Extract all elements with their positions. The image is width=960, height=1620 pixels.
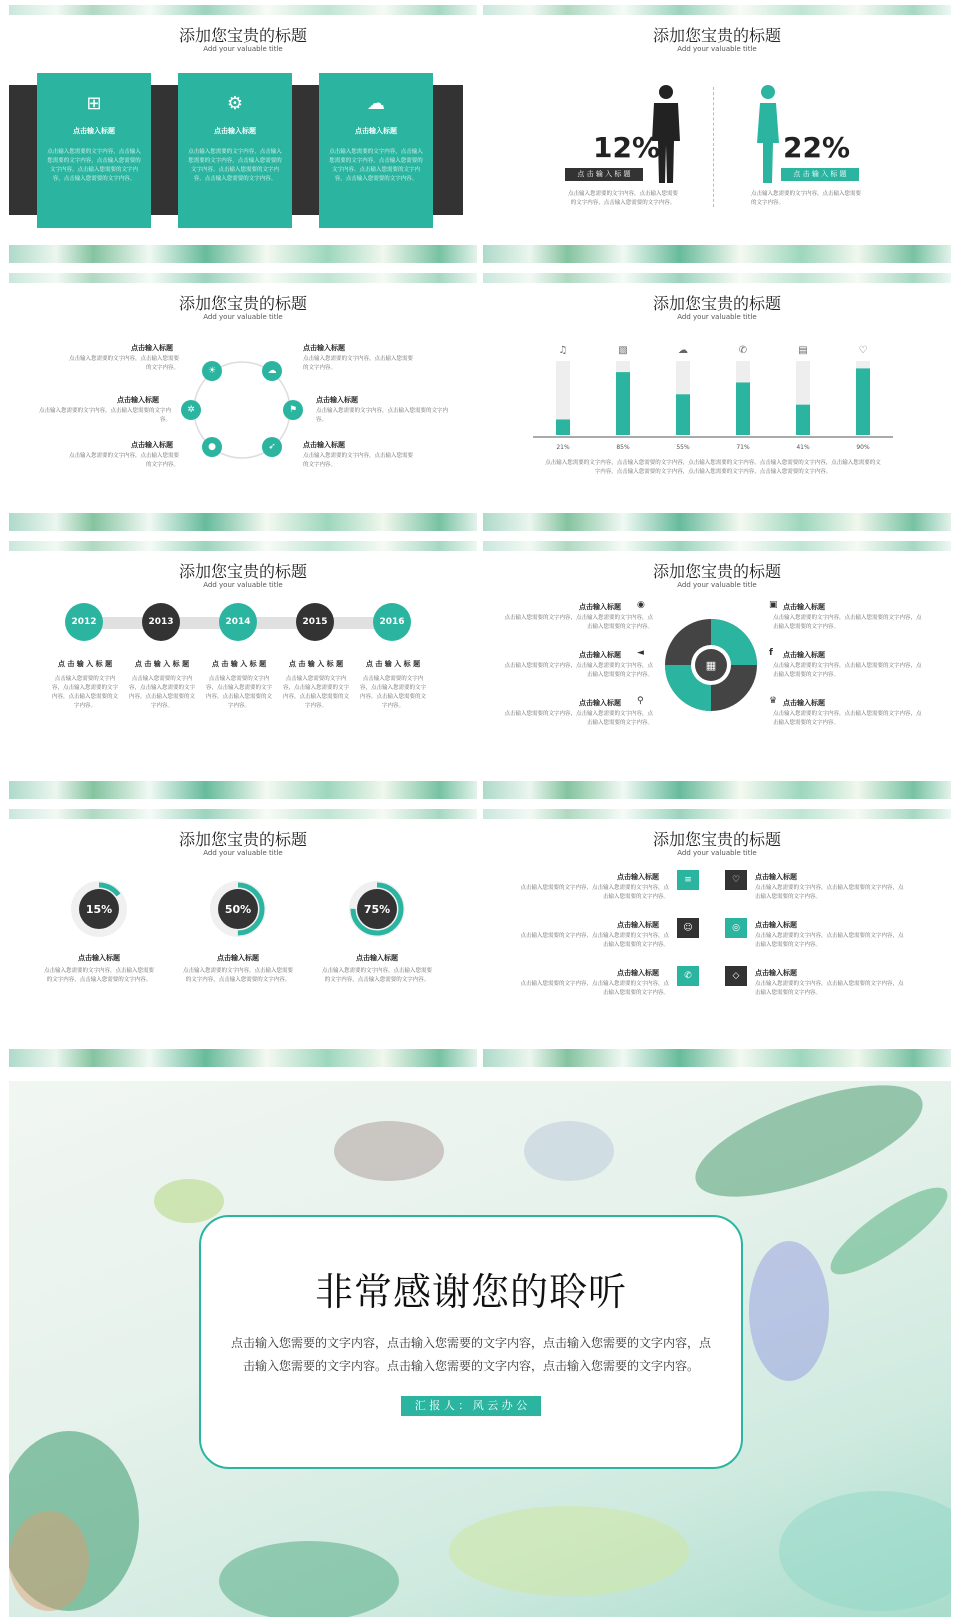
- male-percent: 12%: [593, 131, 661, 164]
- slide-7: [9, 809, 477, 1067]
- item-body: 点击输入您需要的文字内容，点击输入您需要的文字内容，点击输入您需要的文字内容。: [520, 933, 669, 948]
- ring-label: 50%: [224, 903, 252, 916]
- slide-subtitle: Add your valuable title: [677, 581, 757, 589]
- timeline-item: [205, 659, 273, 711]
- slide-title: 添加您宝贵的标题: [652, 830, 781, 849]
- wheel-diagram: [663, 617, 759, 713]
- card-heading: 点击输入标题: [214, 127, 256, 135]
- item-body: 点击输入您需要的文字内容，点击输入您需要的文字内容，点击输入您需要的文字内容。: [520, 981, 669, 996]
- item-heading: 点击输入标题: [579, 699, 621, 707]
- bar: [676, 394, 690, 435]
- item-heading: 点击输入标题: [117, 396, 159, 404]
- female-label: 点 击 输 入 标 题: [781, 168, 859, 181]
- eye-icon: ◎: [725, 918, 747, 938]
- card-heading: 点击输入标题: [73, 127, 115, 135]
- slide-subtitle: Add your valuable title: [677, 45, 757, 53]
- item-body: 点击输入您需要的文字内容，点击输入您需要的文字内容。: [303, 453, 414, 468]
- bar-chart: [533, 335, 893, 455]
- slide-title: 添加您宝贵的标题: [652, 562, 781, 581]
- card-body: 点击输入您需要的文字内容，点击输入您需要的文字内容，点击输入您需要的文字内容。点击输入您需要的文字内容，点击输入您需要的文字内容。: [188, 149, 282, 182]
- item-heading: 点击输入标题: [316, 396, 358, 404]
- item-body: 点击输入您需要的文字内容，点击输入您需要的文字内容，点击输入您需要的文字内容。: [755, 933, 904, 948]
- network-icon: ✲: [181, 400, 201, 420]
- bar-value-label: 21%: [556, 444, 570, 451]
- leaf-decoration: [483, 781, 951, 799]
- leaf-decoration: [9, 245, 477, 263]
- card-2: [178, 73, 292, 228]
- item-body: 点击输入您需要的文字内容，点击输入您需要的文字内容。: [303, 356, 414, 371]
- item-body: 点击输入您需要的文字内容，点击输入您需要的文字内容，点击输入您需要的文字内容。: [504, 663, 653, 678]
- item-heading: 点击输入标题: [755, 873, 797, 881]
- slide-3: [9, 273, 477, 531]
- card-3: [319, 73, 433, 228]
- leaf-decoration: [483, 541, 951, 551]
- facebook-icon: f: [769, 648, 773, 658]
- female-percent: 22%: [783, 131, 851, 164]
- year-circle: [142, 603, 180, 641]
- slide-title: 添加您宝贵的标题: [178, 26, 307, 45]
- leaf-decoration: [9, 1049, 477, 1067]
- card-1: [37, 73, 151, 228]
- slide-title: 添加您宝贵的标题: [178, 562, 307, 581]
- year-circle: [65, 603, 103, 641]
- progress-ring: [69, 879, 129, 939]
- body-line-1: 点击输入您需要的文字内容，点击输入您需要的文字内容，点击输入您需要的文字内容，点: [230, 1336, 711, 1350]
- music-icon: ♫: [558, 345, 568, 356]
- year-circle: [219, 603, 257, 641]
- svg-text:▦: ▦: [705, 659, 717, 672]
- item-heading: 点 击 输 入 标 题: [57, 660, 113, 668]
- bar-value-label: 55%: [676, 444, 690, 451]
- item-heading: 点 击 输 入 标 题: [365, 660, 421, 668]
- slide-subtitle: Add your valuable title: [677, 849, 757, 857]
- card-body: 点击输入您需要的文字内容，点击输入您需要的文字内容，点击输入您需要的文字内容。点击输入您需要的文字内容，点击输入您需要的文字内容。: [329, 149, 423, 182]
- item-body: 点击输入您需要的文字内容，点击输入您需要的文字内容，点击输入您需要的文字内容。: [205, 676, 272, 709]
- item-heading: 点 击 输 入 标 题: [211, 660, 267, 668]
- thank-you-title: 非常感谢您的聆听: [314, 1270, 627, 1314]
- location-icon: ●: [202, 437, 222, 457]
- year-circle: [296, 603, 334, 641]
- bar: [556, 419, 570, 435]
- ring-body: 点击输入您需要的文字内容，点击输入您需要的文字内容，点击输入您需要的文字内容。: [44, 968, 155, 983]
- image-icon: ▧: [618, 345, 628, 356]
- female-body: 点击输入您需要的文字内容，点击输入您需要的文字内容。: [751, 191, 862, 206]
- content-card: [199, 1215, 743, 1469]
- item-body: 点击输入您需要的文字内容，点击输入您需要的文字内容，点击输入您需要的文字内容。: [755, 981, 904, 996]
- slide-title: 添加您宝贵的标题: [178, 830, 307, 849]
- item-body: 点击输入您需要的文字内容，点击输入您需要的文字内容。: [69, 453, 180, 468]
- trophy-icon: ♛: [769, 696, 778, 706]
- item-heading: 点击输入标题: [617, 921, 659, 929]
- item-body: 点击输入您需要的文字内容，点击输入您需要的文字内容，点击输入您需要的文字内容。: [282, 676, 349, 709]
- item-body: 点击输入您需要的文字内容，点击输入您需要的文字内容，点击输入您需要的文字内容。: [359, 676, 426, 709]
- slide-2: [483, 5, 951, 263]
- phone-icon: ✆: [677, 966, 699, 986]
- camera-icon: ▣: [769, 600, 778, 610]
- leaf-decoration: [9, 781, 477, 799]
- bag-icon: ▤: [798, 345, 808, 356]
- users-icon: ☺: [677, 918, 699, 938]
- ring-label: 15%: [85, 903, 113, 916]
- slide-1: [9, 5, 477, 263]
- year-label: 2014: [225, 617, 251, 627]
- item-body: 点击输入您需要的文字内容，点击输入您需要的文字内容，点击输入您需要的文字内容。: [520, 885, 669, 900]
- year-label: 2015: [302, 617, 328, 627]
- rocket-icon: ➶: [262, 437, 282, 457]
- ring-heading: 点击输入标题: [78, 954, 120, 962]
- sitemap-icon: ⊞: [86, 93, 102, 114]
- item-body: 点击输入您需要的文字内容，点击输入您需要的文字内容。: [316, 408, 449, 423]
- slide-title: 添加您宝贵的标题: [652, 26, 781, 45]
- flag-icon: ⚑: [283, 400, 303, 420]
- slide-title: 添加您宝贵的标题: [178, 294, 307, 313]
- item-body: 点击输入您需要的文字内容，点击输入您需要的文字内容，点击输入您需要的文字内容。: [773, 663, 922, 678]
- card-heading: 点击输入标题: [355, 127, 397, 135]
- reporter-badge: 汇 报 人 ： 风 云 办 公: [401, 1396, 541, 1416]
- thank-you-slide: [9, 1081, 951, 1617]
- ring-body: 点击输入您需要的文字内容，点击输入您需要的文字内容，点击输入您需要的文字内容。: [322, 968, 433, 983]
- phone-icon: ✆: [738, 345, 748, 356]
- cloud-icon: ☁: [262, 361, 282, 381]
- item-body: 点击输入您需要的文字内容，点击输入您需要的文字内容，点击输入您需要的文字内容。: [504, 615, 653, 630]
- female-silhouette-icon: [753, 83, 783, 187]
- diamond-icon: ◇: [725, 966, 747, 986]
- body-line-2: 击输入您需要的文字内容。点击输入您需要的文字内容，点击输入您需要的文字内容。: [242, 1359, 699, 1373]
- bar-value-label: 85%: [616, 444, 630, 451]
- item-heading: 点击输入标题: [579, 603, 621, 611]
- item-heading: 点击输入标题: [579, 651, 621, 659]
- bar-value-label: 71%: [736, 444, 750, 451]
- leaf-decoration: [483, 1049, 951, 1067]
- megaphone-icon: ◄: [637, 648, 644, 658]
- item-heading: 点击输入标题: [303, 344, 345, 352]
- bar: [616, 372, 630, 435]
- bar-value-label: 41%: [796, 444, 810, 451]
- timeline-item: [128, 659, 196, 711]
- item-heading: 点击输入标题: [131, 441, 173, 449]
- item-heading: 点击输入标题: [783, 603, 825, 611]
- item-body: 点击输入您需要的文字内容，点击输入您需要的文字内容，点击输入您需要的文字内容。: [755, 885, 904, 900]
- ring-body: 点击输入您需要的文字内容，点击输入您需要的文字内容，点击输入您需要的文字内容。: [183, 968, 294, 983]
- leaf-decoration: [483, 273, 951, 283]
- slide-subtitle: Add your valuable title: [203, 313, 283, 321]
- timeline-item: [282, 659, 350, 711]
- bar: [856, 368, 870, 435]
- year-label: 2016: [379, 617, 405, 627]
- lightbulb-icon: ☀: [202, 361, 222, 381]
- slide-subtitle: Add your valuable title: [203, 45, 283, 53]
- leaf-decoration: [9, 273, 477, 283]
- leaf-decoration: [9, 5, 477, 15]
- cloud-upload-icon: ☁: [367, 93, 385, 114]
- ring-heading: 点击输入标题: [356, 954, 398, 962]
- heart-icon: ♡: [858, 345, 868, 356]
- leaf-decoration: [9, 513, 477, 531]
- year-circle: [373, 603, 411, 641]
- progress-ring: [208, 879, 268, 939]
- item-heading: 点 击 输 入 标 题: [134, 660, 190, 668]
- timeline-item: [51, 659, 119, 711]
- item-body: 点击输入您需要的文字内容，点击输入您需要的文字内容。: [69, 356, 180, 371]
- globe-icon: ◉: [637, 600, 645, 610]
- leaf-decoration: [483, 513, 951, 531]
- item-heading: 点击输入标题: [783, 651, 825, 659]
- slide-5: [9, 541, 477, 799]
- leaf-decoration: [483, 245, 951, 263]
- male-body: 点击输入您需要的文字内容，点击输入您需要的文字内容，点击输入您需要的文字内容。: [568, 191, 679, 206]
- item-heading: 点击输入标题: [617, 873, 659, 881]
- male-label: 点 击 输 入 标 题: [565, 168, 643, 181]
- slide-subtitle: Add your valuable title: [677, 313, 757, 321]
- chat-icon: ☁: [678, 345, 688, 356]
- divider: [713, 87, 714, 207]
- search-icon: ⚲: [637, 696, 644, 706]
- item-heading: 点击输入标题: [755, 921, 797, 929]
- item-body: 点击输入您需要的文字内容，点击输入您需要的文字内容，点击输入您需要的文字内容。: [128, 676, 195, 709]
- item-heading: 点击输入标题: [783, 699, 825, 707]
- slide-title: 添加您宝贵的标题: [652, 294, 781, 313]
- item-heading: 点击输入标题: [131, 344, 173, 352]
- item-body: 点击输入您需要的文字内容，点击输入您需要的文字内容，点击输入您需要的文字内容。: [51, 676, 118, 709]
- leaf-decoration: [483, 5, 951, 15]
- heart-icon: ♡: [725, 870, 747, 890]
- item-body: 点击输入您需要的文字内容，点击输入您需要的文字内容，点击输入您需要的文字内容。: [504, 711, 653, 726]
- bar: [796, 405, 810, 435]
- slide-subtitle: Add your valuable title: [203, 581, 283, 589]
- leaf-decoration: [9, 809, 477, 819]
- slide-8: [483, 809, 951, 1067]
- sliders-icon: ≡: [677, 870, 699, 890]
- bar-value-label: 90%: [856, 444, 870, 451]
- year-label: 2013: [148, 617, 174, 627]
- chart-caption: 点击输入您需要的文字内容，点击输入您需要的文字内容，点击输入您需要的文字内容。点击输入您需要的文字内容，点击输入您需要的文字内容。点击输入您需要的文字内容，点击输入您需要的文字内容，点击输入您需要的文字内容。: [545, 460, 881, 475]
- item-body: 点击输入您需要的文字内容，点击输入您需要的文字内容。: [38, 408, 171, 423]
- slide-4: [483, 273, 951, 531]
- progress-ring: [347, 879, 407, 939]
- gears-icon: ⚙: [226, 93, 244, 114]
- item-body: 点击输入您需要的文字内容，点击输入您需要的文字内容，点击输入您需要的文字内容。: [773, 711, 922, 726]
- item-body: 点击输入您需要的文字内容，点击输入您需要的文字内容，点击输入您需要的文字内容。: [773, 615, 922, 630]
- item-heading: 点击输入标题: [303, 441, 345, 449]
- slide-6: [483, 541, 951, 799]
- item-heading: 点击输入标题: [755, 969, 797, 977]
- ring-label: 75%: [363, 903, 391, 916]
- leaf-decoration: [9, 541, 477, 551]
- ring-heading: 点击输入标题: [217, 954, 259, 962]
- item-heading: 点 击 输 入 标 题: [288, 660, 344, 668]
- card-body: 点击输入您需要的文字内容，点击输入您需要的文字内容，点击输入您需要的文字内容。点击输入您需要的文字内容，点击输入您需要的文字内容。: [47, 149, 141, 182]
- item-heading: 点击输入标题: [617, 969, 659, 977]
- bar: [736, 382, 750, 435]
- timeline-item: [359, 659, 427, 711]
- year-label: 2012: [71, 617, 97, 627]
- slide-subtitle: Add your valuable title: [203, 849, 283, 857]
- leaf-decoration: [483, 809, 951, 819]
